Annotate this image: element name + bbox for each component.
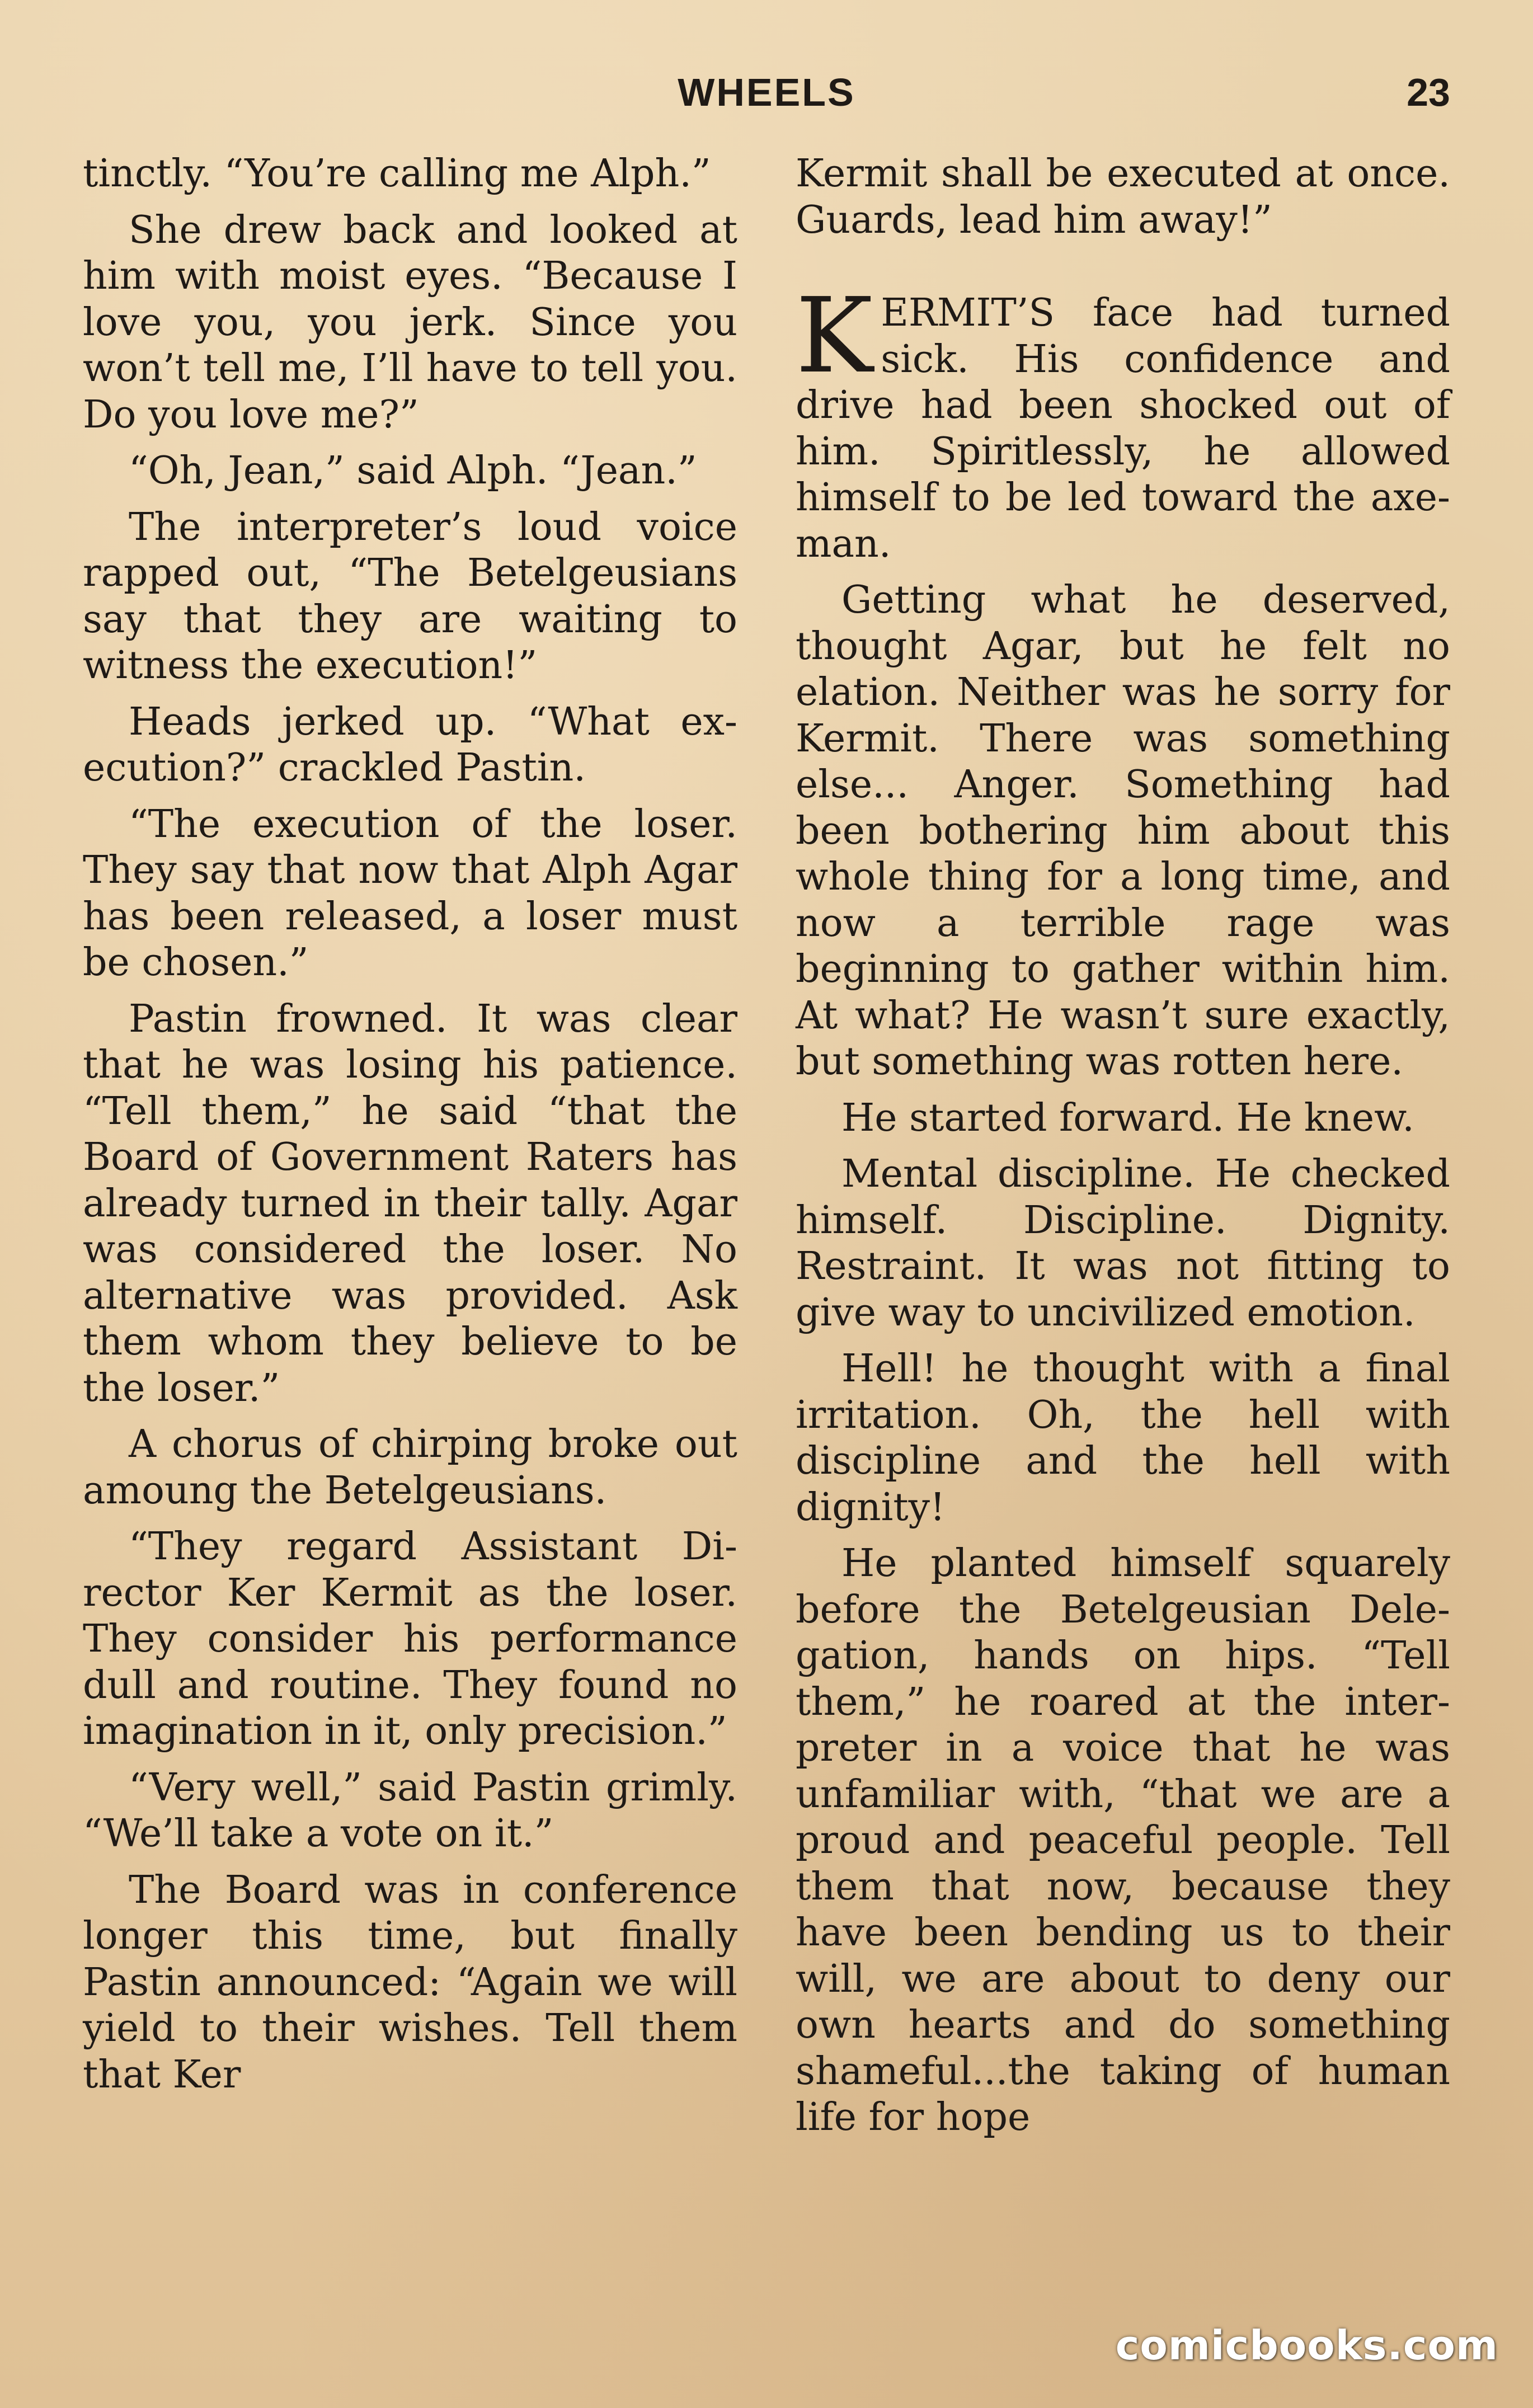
- paragraph: Mental discipline. He checked himself. Discipline. Dignity. Restraint. It was not fitting to give way to uncivilized emotion.: [796, 1152, 1450, 1335]
- paragraph: Getting what he deserved, thought Agar, but he felt no elation. Neither was he sorry for Kermit. There was something else... Anger. Something had been bothering him about this whole thing for a long time, and now a terrible rage was beginning to gather within him. At what? He wasn’t sure exactly, but something was rotten here.: [796, 578, 1450, 1084]
- paragraph-text: ERMIT’S face had turned sick. His confidence and drive had been shocked out of him. Spiritlessly, he allowed himself to be led toward the axe-man.: [796, 291, 1450, 566]
- drop-cap: K: [796, 275, 873, 396]
- paragraph: Pastin frowned. It was clear that he was losing his patience. “Tell them,” he said “that the Board of Government Raters has already turned in their tally. Agar was considered the loser. No alternative was provided. Ask them whom they believe to be the loser.”: [83, 996, 737, 1410]
- paragraph: A chorus of chirping broke out amoung the Betelgeusians.: [83, 1422, 737, 1513]
- paragraph: “Very well,” said Pastin grimly. “We’ll take a vote on it.”: [83, 1765, 737, 1856]
- paragraph: She drew back and looked at him with moist eyes. “Because I love you, you jerk. Since you won’t tell me, I’ll have to tell you. Do you love me?”: [83, 208, 737, 437]
- source-watermark: comicbooks.com: [1115, 2322, 1498, 2369]
- paragraph: “They regard Assistant Director Ker Kermit as the loser. They consider his performance dull and routine. They found no imagination in it, only precision.”: [83, 1525, 737, 1753]
- page-number: 23: [1407, 70, 1450, 114]
- paragraph: He planted himself squarely before the Betelgeusian Delegation, hands on hips. “Tell them,” he roared at the interpreter in a voice that he was unfamiliar with, “that we are a proud and peaceful people. Tell them that now, because they have been bending us to their will, we are about to deny our own hearts and do something shameful...the taking of human life for hope: [796, 1541, 1450, 2139]
- paragraph: Heads jerked up. “What execution?” crackled Pastin.: [83, 699, 737, 790]
- paragraph: The interpreter’s loud voice rapped out, “The Betelgeusians say that they are waiting to witness the execution!”: [83, 505, 737, 688]
- paragraph: “The execution of the loser. They say that now that Alph Agar has been released, a loser must be chosen.”: [83, 802, 737, 985]
- section-opening-paragraph: [796, 275, 1450, 567]
- text-column-right: [796, 151, 1450, 2151]
- text-column-left: [83, 151, 737, 2108]
- running-title: WHEELS: [678, 70, 855, 114]
- paragraph: tinctly. “You’re calling me Alph.”: [83, 152, 711, 196]
- paragraph: Kermit shall be executed at once. Guards, lead him away!”: [796, 152, 1450, 242]
- paragraph: He started forward. He knew.: [841, 1095, 1414, 1140]
- paragraph: “Oh, Jean,” said Alph. “Jean.”: [129, 449, 697, 493]
- paragraph: The Board was in conference longer this time, but finally Pastin announced: “Again we will yield to their wishes. Tell them that Ker: [83, 1868, 737, 2097]
- paragraph: Hell! he thought with a final irritation. Oh, the hell with discipline and the hell with dignity!: [796, 1347, 1450, 1530]
